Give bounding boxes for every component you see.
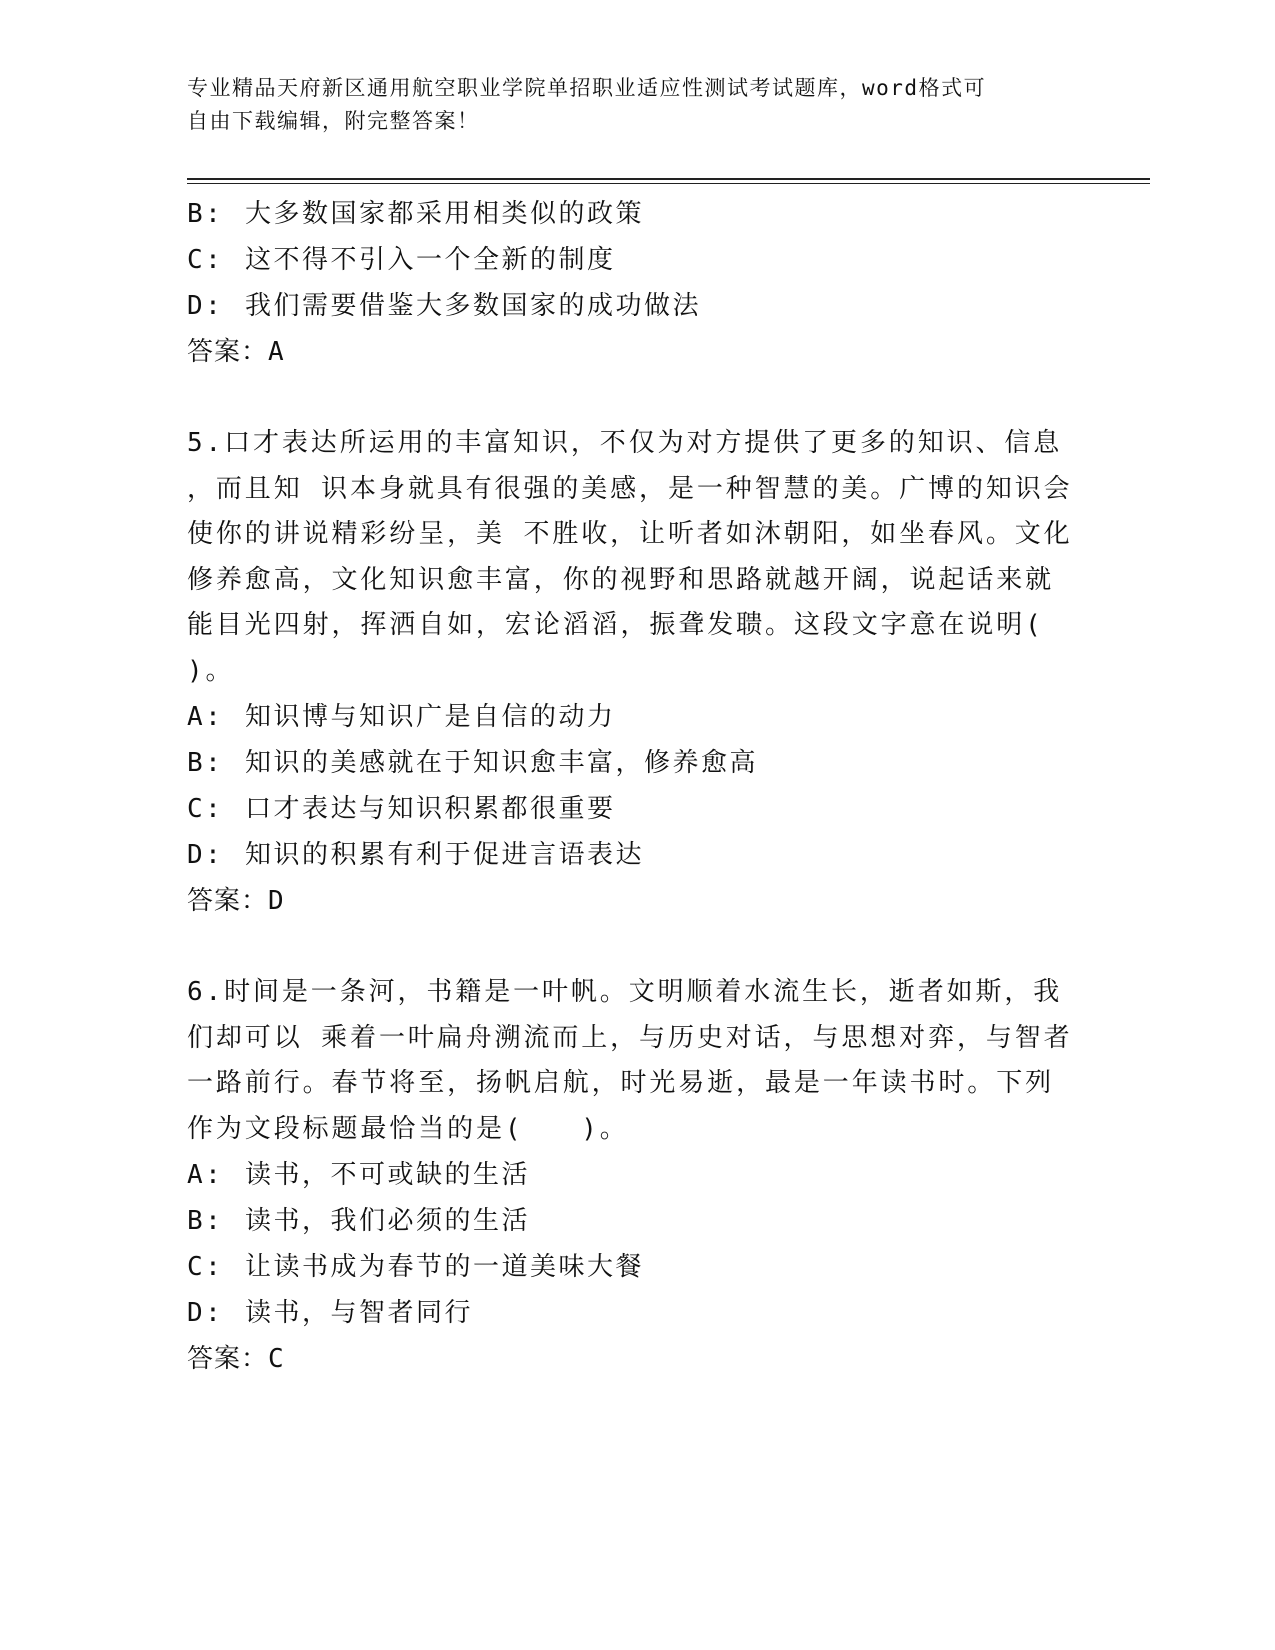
stem-line: 6.时间是一条河，书籍是一叶帆。文明顺着水流生长，逝者如斯，我 xyxy=(187,977,1063,1007)
option-text: 知识的美感就在于知识愈丰富，修养愈高 xyxy=(245,748,759,778)
stem-line: 作为文段标题最恰当的是( )。 xyxy=(187,1113,629,1144)
option-c xyxy=(187,237,1067,283)
option-a xyxy=(187,1152,1067,1198)
question-6 xyxy=(187,970,1073,1382)
page-header xyxy=(187,72,1067,138)
option-b xyxy=(187,740,1067,786)
option-text: 读书，我们必须的生活 xyxy=(245,1206,531,1236)
option-text: 让读书成为春节的一道美味大餐 xyxy=(245,1252,645,1282)
option-a xyxy=(187,694,1067,740)
answer-line xyxy=(187,1336,1067,1382)
option-text: 读书，与智者同行 xyxy=(245,1298,474,1328)
option-text: 知识的积累有利于促进言语表达 xyxy=(245,840,645,870)
answer-line xyxy=(187,329,1067,375)
header-line-2: 自由下载编辑，附完整答案！ xyxy=(187,109,480,133)
stem-line: 使你的讲说精彩纷呈，美 不胜收，让听者如沐朝阳，如坐春风。文化 xyxy=(187,519,1073,549)
option-c xyxy=(187,1244,1067,1290)
answer-value: C xyxy=(268,1344,285,1374)
option-text: 口才表达与知识积累都很重要 xyxy=(245,794,616,824)
option-label: A: xyxy=(187,702,224,732)
stem-line: ，而且知 识本身就具有很强的美感，是一种智慧的美。广博的知识会 xyxy=(187,473,1073,504)
answer-label: 答案： xyxy=(187,886,269,916)
option-label: D: xyxy=(187,840,224,870)
answer-line xyxy=(187,878,1067,924)
stem-line: 们却可以 乘着一叶扁舟溯流而上，与历史对话，与思想对弈，与智者 xyxy=(187,1022,1073,1053)
answer-label: 答案： xyxy=(187,337,269,367)
option-text: 知识博与知识广是自信的动力 xyxy=(245,702,616,732)
option-label: C: xyxy=(187,1252,224,1282)
question-stem xyxy=(187,421,1073,694)
header-rule-thick xyxy=(187,178,1150,180)
option-b xyxy=(187,1198,1067,1244)
answer-label: 答案： xyxy=(187,1344,269,1374)
option-label: B: xyxy=(187,748,224,778)
stem-line: 5.口才表达所运用的丰富知识，不仅为对方提供了更多的知识、信息 xyxy=(187,428,1063,458)
header-line-1: 专业精品天府新区通用航空职业学院单招职业适应性测试考试题库，word格式可 xyxy=(187,76,987,100)
stem-line: 一路前行。春节将至，扬帆启航，时光易逝，最是一年读书时。下列 xyxy=(187,1068,1055,1098)
option-label: C: xyxy=(187,245,224,275)
header-rule-thin xyxy=(187,183,1150,184)
question-stem xyxy=(187,970,1073,1152)
option-label: C: xyxy=(187,794,224,824)
option-text: 大多数国家都采用相类似的政策 xyxy=(245,199,645,229)
option-c xyxy=(187,786,1067,832)
answer-value: D xyxy=(268,886,285,916)
option-label: B: xyxy=(187,199,224,229)
option-d xyxy=(187,1290,1067,1336)
option-label: A: xyxy=(187,1160,224,1190)
option-text: 读书，不可或缺的生活 xyxy=(245,1160,531,1190)
question-5 xyxy=(187,421,1073,924)
option-label: D: xyxy=(187,291,224,321)
option-d xyxy=(187,283,1067,329)
option-label: D: xyxy=(187,1298,224,1328)
option-label: B: xyxy=(187,1206,224,1236)
stem-line: 能目光四射，挥洒自如，宏论滔滔，振聋发聩。这段文字意在说明( xyxy=(187,610,1044,640)
stem-line: 修养愈高，文化知识愈丰富，你的视野和思路就越开阔，说起话来就 xyxy=(187,564,1055,595)
option-text: 这不得不引入一个全新的制度 xyxy=(245,245,616,275)
option-b xyxy=(187,191,1067,237)
option-text: 我们需要借鉴大多数国家的成功做法 xyxy=(245,291,702,321)
stem-line: )。 xyxy=(187,655,235,686)
option-d xyxy=(187,832,1067,878)
previous-question-block xyxy=(187,191,1067,375)
answer-value: A xyxy=(268,337,285,367)
document-body xyxy=(187,191,1073,1382)
